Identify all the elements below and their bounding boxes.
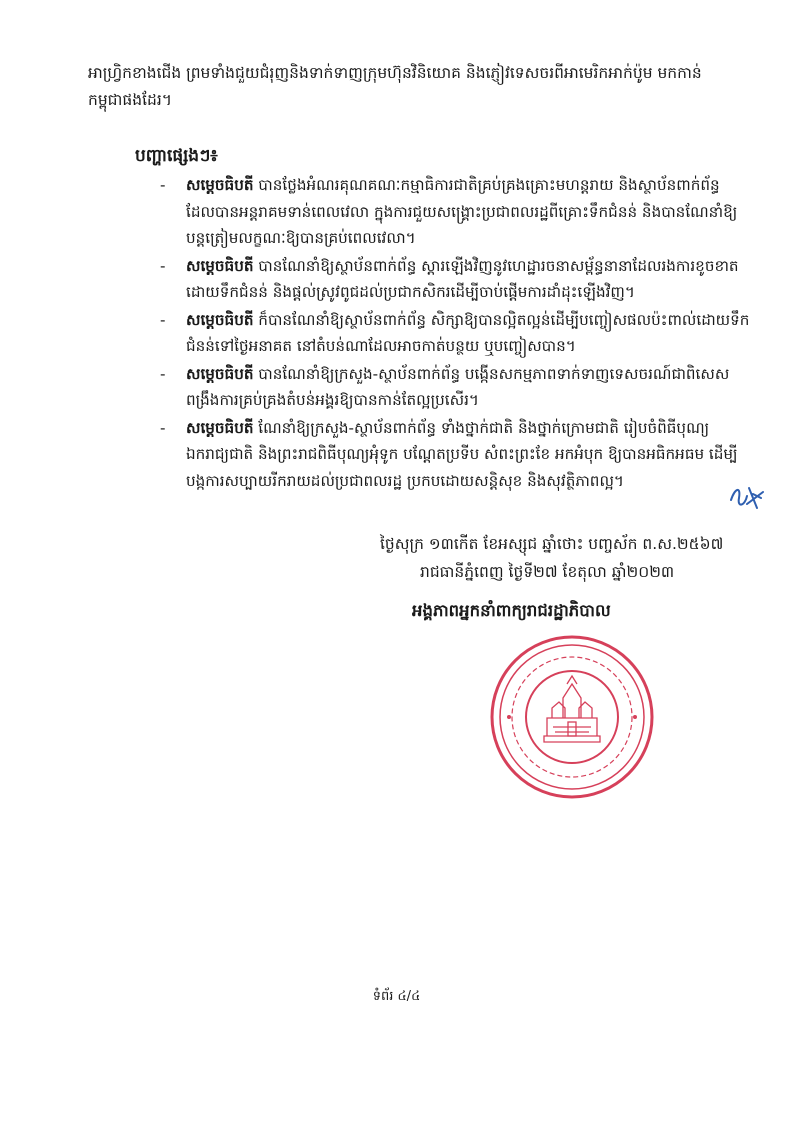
official-seal — [487, 632, 657, 802]
bullet-lead: សម្ដេចធិបតី — [186, 310, 254, 329]
bullet-text: បានថ្លែងអំណរគុណគណៈកម្មាធិការជាតិគ្រប់គ្រងគ្រោះមហន្តរាយ និងស្ថាប័នពាក់ព័ន្ធ ដែលបានអន្តរាគមទាន់ពេលវេលា ក្នុងការជួយសង្គ្រោះប្រជាពលរដ្ឋពីគ្រោះទឹកជំនន់ និងបានណែនាំឱ្យបន្តត្រៀមលក្ខណៈឱ្យបានគ្រប់ពេលវេលា។ — [186, 176, 738, 247]
bullet-lead: សម្ដេចធិបតី — [186, 176, 254, 194]
office-title: អង្គភាពអ្នកនាំពាក្យរាជរដ្ឋាភិបាល — [412, 601, 611, 620]
lunar-date: ថ្ងៃសុក្រ ១៣កើត ខែអស្សុជ ឆ្នាំថោះ បញ្ចស័ក ព.ស.២៥៦៧ — [380, 535, 724, 553]
page-number: ទំព័រ ៤/៤ — [372, 989, 421, 1004]
initials-signature — [727, 478, 767, 514]
bullet-text: ណែនាំឱ្យក្រសួង-ស្ថាប័នពាក់ព័ន្ធ ទាំងថ្នាក់ជាតិ និងថ្នាក់ក្រោមជាតិ រៀបចំពិធីបុណ្យឯករាជ្យជាតិ និងព្រះរាជពិធីបុណ្យអុំទូក បណ្ដែតប្រទីប សំពះព្រះខែ អកអំបុក ឱ្យបានអធិកអធម ដើម្បីបង្កការសប្បាយរីករាយដល់ប្រជាពលរដ្ឋ ប្រកបដោយសន្តិសុខ និងសុវត្ថិភាពល្អ។ — [186, 418, 738, 490]
bullet-dash: - — [160, 310, 166, 329]
bullet-text: បានណែនាំឱ្យស្ថាប័នពាក់ព័ន្ធ ស្តារឡើងវិញនូវហេដ្ឋារចនាសម្ព័ន្ធនានាដែលរងការខូចខាតដោយទឹកជំនន់ និងផ្ដល់ស្រូវពូជដល់ប្រជាកសិករដើម្បីចាប់ផ្ដើមការដាំដុះឡើងវិញ។ — [186, 256, 739, 301]
bullet-item — [160, 307, 750, 360]
bullet-lead: សម្ដេចធិបតី — [186, 364, 254, 383]
bullet-dash: - — [160, 176, 166, 194]
bullet-dash: - — [160, 418, 166, 437]
bullet-item — [160, 415, 750, 495]
intro-paragraph: អាហ្វ្រិកខាងជើង ព្រមទាំងជួយជំរុញនិងទាក់ទាញក្រុមហ៊ុនវិនិយោគ និងភ្ញៀវទេសចរពីអាមេរិកអាក់ប៉ូម មកកាន់កម្ពុជាផងដែរ។ — [88, 64, 702, 109]
bullet-lead: សម្ដេចធិបតី — [186, 418, 254, 437]
bullet-item — [160, 253, 750, 306]
date-block — [380, 530, 760, 586]
solar-date: រាជធានីភ្នំពេញ ថ្ងៃទី២៧ ខែតុលា ឆ្នាំ២០២៣ — [420, 563, 675, 581]
section-title: បញ្ហាផ្សេងៗ៖ — [135, 146, 218, 166]
bullet-dash: - — [160, 256, 166, 275]
bullet-text: ក៏បានណែនាំឱ្យស្ថាប័នពាក់ព័ន្ធ សិក្សាឱ្យបានល្អិតល្អន់ដើម្បីបញ្ចៀសផលប៉ះពាល់ដោយទឹកជំនន់ទៅថ្ងៃអនាគត នៅតំបន់ណាដែលអាចកាត់បន្ថយ ឬបញ្ចៀសបាន។ — [186, 310, 750, 355]
bullet-lead: សម្ដេចធិបតី — [186, 256, 254, 275]
bullet-item — [160, 361, 750, 414]
bullet-list — [160, 172, 750, 495]
bullet-item — [160, 172, 750, 252]
bullet-text: បានណែនាំឱ្យក្រសួង-ស្ថាប័នពាក់ព័ន្ធ បង្កើនសកម្មភាពទាក់ទាញទេសចរណ៍ជាពិសេសពង្រឹងការគ្រប់គ្រងតំបន់អង្គរឱ្យបានកាន់តែល្អប្រសើរ។ — [186, 364, 730, 409]
bullet-dash: - — [160, 364, 166, 383]
